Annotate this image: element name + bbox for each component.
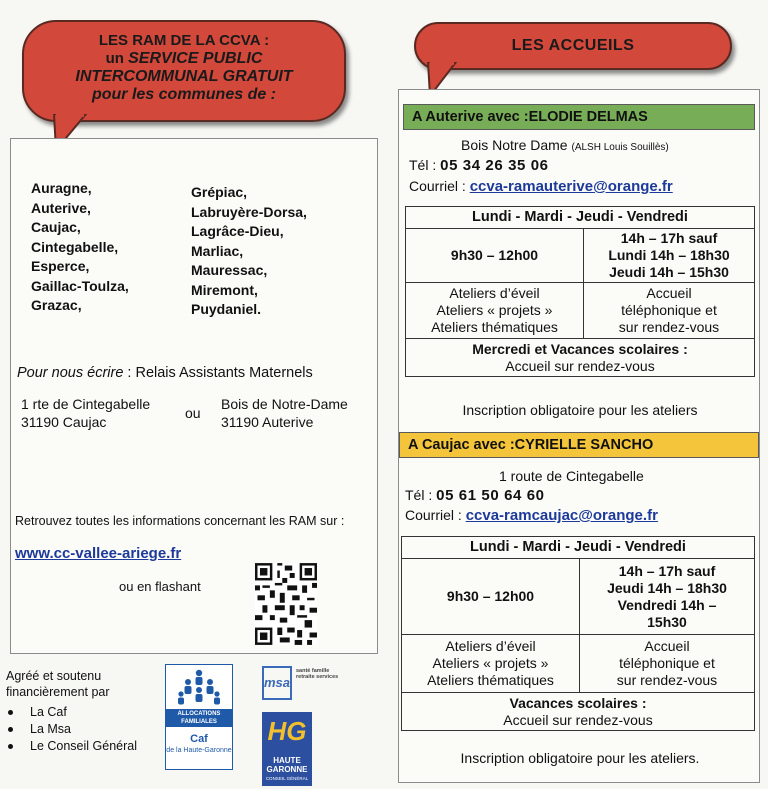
commune-item: Gaillac-Toulza, (31, 277, 129, 294)
caujac-accueil (580, 635, 755, 693)
caujac-afternoon-line: Vendredi 14h – (617, 596, 717, 613)
auterive-mail-line (409, 178, 673, 195)
caujac-afternoon-line: 15h30 (647, 613, 687, 630)
caujac-atelier-line: Ateliers d’éveil (445, 638, 536, 654)
auterive-email-link[interactable]: ccva-ramauterive@orange.fr (469, 178, 673, 195)
caujac-schedule-table (401, 536, 755, 731)
msa-letters: msa (262, 666, 292, 700)
commune-item: Labruyère-Dorsa, (191, 203, 307, 220)
auterive-ateliers (406, 283, 584, 339)
caujac-tel-label: Tél : (405, 487, 433, 503)
commune-item: Esperce, (31, 258, 90, 274)
caujac-vacances (402, 693, 755, 731)
commune-item: Lagrâce-Dieu, (191, 223, 284, 239)
bubble-line-1: LES RAM DE LA CCVA : (98, 32, 270, 49)
auterive-mercredi-title: Mercredi et Vacances scolaires : (472, 340, 688, 357)
auterive-afternoon (584, 229, 755, 283)
msa-text: santé famille retraite services (296, 668, 339, 680)
caf-logo (165, 664, 233, 770)
caujac-mail-line (405, 507, 658, 524)
auterive-mercredi-sub: Accueil sur rendez-vous (505, 357, 655, 374)
commune-item: Grépiac, (191, 184, 248, 200)
auterive-morning: 9h30 – 12h00 (406, 229, 584, 283)
auterive-afternoon-line: 14h – 17h sauf (620, 230, 718, 246)
caujac-afternoon (580, 559, 755, 635)
commune-item: Marliac, (191, 242, 244, 259)
hg-name: HAUTE GARONNE (266, 756, 308, 774)
communes-column-2 (191, 183, 307, 320)
commune-item: Grazac, (31, 297, 82, 313)
caujac-phone-line (405, 487, 545, 504)
caf-name: Caf (190, 733, 208, 745)
commune-item: Auragne, (31, 180, 92, 196)
flash-text: ou en flashant (119, 579, 201, 594)
qr-code[interactable] (255, 563, 317, 645)
address-auterive (221, 395, 348, 431)
haute-garonne-logo (262, 712, 312, 786)
address-auterive-line-2: 31190 Auterive (221, 414, 314, 430)
caujac-ateliers (402, 635, 580, 693)
funder-item: La Caf (6, 704, 156, 721)
caujac-accueil-line: sur rendez-vous (616, 672, 718, 688)
auterive-atelier-line: Ateliers d’éveil (449, 285, 540, 301)
caujac-atelier-line: Ateliers « projets » (432, 655, 549, 671)
auterive-atelier-line: Ateliers thématiques (431, 319, 558, 335)
auterive-accueil-line: téléphonique et (621, 302, 717, 318)
hg-letters: HG (267, 716, 307, 746)
write-rest: : Relais Assistants Maternels (123, 365, 313, 381)
address-auterive-line-1: Bois de Notre-Dame (221, 396, 348, 412)
hg-sub: CONSEIL GÉNÉRAL (265, 776, 309, 781)
commune-item: Puydaniel. (191, 301, 262, 317)
auterive-schedule-table (405, 206, 755, 377)
caujac-accueil-line: téléphonique et (619, 655, 715, 671)
commune-item: Miremont, (191, 281, 258, 298)
bubble-line-2 (24, 50, 344, 68)
caujac-accueil-line: Accueil (644, 638, 690, 654)
funders-list (6, 704, 156, 755)
caujac-mail-label: Courriel : (405, 507, 462, 523)
bubble-line-3: INTERCOMMUNAL GRATUIT (75, 68, 293, 85)
address-caujac-line-2: 31190 Caujac (21, 414, 107, 430)
address-caujac (21, 395, 150, 431)
auterive-phone-line (409, 157, 549, 174)
write-label: Pour nous écrire (17, 365, 124, 381)
accueils-title: LES ACCUEILS (511, 37, 635, 54)
caujac-days: Lundi - Mardi - Jeudi - Vendredi (402, 537, 755, 559)
or-separator: ou (185, 405, 201, 421)
auterive-place-name: Bois Notre Dame (461, 137, 568, 153)
info-text: Retrouvez toutes les informations concernant les RAM sur : (15, 514, 345, 528)
caujac-afternoon-line: Jeudi 14h – 18h30 (607, 579, 727, 596)
caujac-vacances-title: Vacances scolaires : (509, 694, 647, 711)
auterive-mail-label: Courriel : (409, 178, 466, 194)
commune-item: Cintegabelle, (31, 238, 119, 255)
caujac-morning: 9h30 – 12h00 (402, 559, 580, 635)
communes-panel (10, 138, 378, 654)
commune-item: Mauressac, (191, 262, 268, 278)
funder-item: La Msa (6, 721, 156, 738)
caujac-email-link[interactable]: ccva-ramcaujac@orange.fr (465, 507, 658, 524)
funding-title: Agréé et soutenu financièrement par (6, 669, 110, 699)
auterive-days: Lundi - Mardi - Jeudi - Vendredi (406, 207, 755, 229)
communes-column-1 (31, 179, 129, 316)
caf-band: ALLOCATIONS FAMILIALES (166, 709, 232, 727)
auterive-tel-label: Tél : (409, 157, 437, 173)
auterive-afternoon-line: Jeudi 14h – 15h30 (609, 264, 729, 280)
auterive-atelier-line: Ateliers « projets » (436, 302, 553, 318)
auterive-mercredi (406, 339, 755, 377)
write-to-us (17, 365, 313, 381)
auterive-inscription: Inscription obligatoire pour les ateliers (462, 402, 698, 418)
auterive-header: A Auterive avec :ELODIE DELMAS (403, 104, 755, 130)
website-link[interactable]: www.cc-vallee-ariege.fr (15, 545, 182, 562)
auterive-afternoon-line: Lundi 14h – 18h30 (608, 247, 730, 263)
auterive-place (461, 137, 669, 153)
caujac-header: A Caujac avec :CYRIELLE SANCHO (399, 432, 759, 458)
bubble-line-2-emph: SERVICE PUBLIC (128, 50, 263, 67)
auterive-place-note: (ALSH Louis Souillès) (571, 142, 669, 153)
funding-info (6, 668, 156, 755)
commune-item: Auterive, (31, 199, 91, 216)
caujac-phone[interactable]: 05 61 50 64 60 (436, 487, 545, 504)
auterive-accueil-line: Accueil (646, 285, 692, 301)
bubble-line-2-prefix: un (105, 50, 129, 67)
caujac-afternoon-line: 14h – 17h sauf (618, 562, 716, 579)
commune-item: Caujac, (31, 219, 81, 235)
title-bubble-ram (22, 20, 346, 122)
caf-people-icon (177, 669, 221, 707)
accueils-panel (398, 89, 760, 783)
funder-item: Le Conseil Général (6, 738, 156, 755)
msa-logo (262, 666, 342, 700)
address-caujac-line-1: 1 rte de Cintegabelle (21, 396, 151, 412)
caujac-place: 1 route de Cintegabelle (499, 468, 644, 484)
caujac-inscription: Inscription obligatoire pour les ateliers. (460, 750, 700, 766)
bubble-line-4: pour les communes de : (91, 86, 277, 103)
auterive-accueil-line: sur rendez-vous (618, 319, 720, 335)
auterive-phone[interactable]: 05 34 26 35 06 (440, 157, 549, 174)
caf-sub: de la Haute-Garonne (166, 747, 232, 754)
caujac-vacances-sub: Accueil sur rendez-vous (503, 711, 653, 728)
caujac-atelier-line: Ateliers thématiques (427, 672, 554, 688)
auterive-accueil (584, 283, 755, 339)
